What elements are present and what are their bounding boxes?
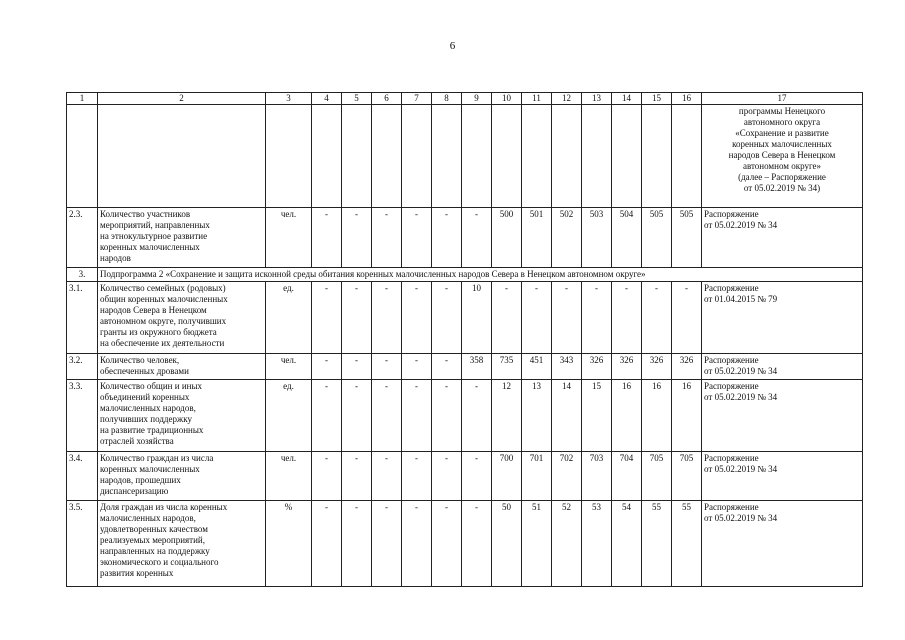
header-cell: 17 bbox=[702, 93, 863, 105]
value-cell: - bbox=[372, 282, 402, 354]
value-cell: - bbox=[492, 282, 522, 354]
source-cell: программы Ненецкого автономного округа «Сохранение и развитие коренных малочисленных народов Севера в Ненецком автономном округе» (далее – Распоряжение от 05.02.2019 № 34) bbox=[702, 105, 863, 208]
value-cell: 13 bbox=[522, 380, 552, 452]
value-cell: 54 bbox=[612, 501, 642, 587]
value-cell: 504 bbox=[612, 208, 642, 268]
row-id: 2.3. bbox=[67, 208, 98, 268]
value-cell: - bbox=[432, 354, 462, 380]
value-cell: 700 bbox=[492, 452, 522, 501]
section-id: 3. bbox=[67, 268, 98, 282]
value-cell: 16 bbox=[672, 380, 702, 452]
value-cell: 702 bbox=[552, 452, 582, 501]
value-cell: 12 bbox=[492, 380, 522, 452]
header-row bbox=[67, 93, 863, 105]
value-cell: 705 bbox=[642, 452, 672, 501]
value-cell: 326 bbox=[582, 354, 612, 380]
value-cell: 16 bbox=[642, 380, 672, 452]
value-cell: 15 bbox=[582, 380, 612, 452]
value-cell: 701 bbox=[522, 452, 552, 501]
value-cell: - bbox=[312, 501, 342, 587]
indicators-table bbox=[66, 92, 863, 587]
value-cell: - bbox=[312, 354, 342, 380]
indicator-name: Количество семейных (родовых) общин коренных малочисленных народов Севера в Ненецком автономном округе, получивших гранты из окружного бюджета на обеспечение их деятельности bbox=[98, 282, 266, 354]
value-cell: - bbox=[432, 380, 462, 452]
value-cell: - bbox=[342, 282, 372, 354]
value-cell: - bbox=[312, 380, 342, 452]
source-cell: Распоряжение от 05.02.2019 № 34 bbox=[702, 501, 863, 587]
value-cell: 55 bbox=[642, 501, 672, 587]
value-cell: - bbox=[342, 501, 372, 587]
indicator-name: Количество граждан из числа коренных малочисленных народов, прошедших диспансеризацию bbox=[98, 452, 266, 501]
header-cell: 9 bbox=[462, 93, 492, 105]
header-cell: 8 bbox=[432, 93, 462, 105]
header-cell: 13 bbox=[582, 93, 612, 105]
table-row bbox=[67, 501, 863, 587]
header-cell: 16 bbox=[672, 93, 702, 105]
value-cell: - bbox=[372, 380, 402, 452]
header-cell: 2 bbox=[98, 93, 266, 105]
source-cell: Распоряжение от 05.02.2019 № 34 bbox=[702, 354, 863, 380]
value-cell: 705 bbox=[672, 452, 702, 501]
header-cell: 4 bbox=[312, 93, 342, 105]
value-cell: 326 bbox=[642, 354, 672, 380]
value-cell: 55 bbox=[672, 501, 702, 587]
value-cell: - bbox=[582, 282, 612, 354]
row-id: 3.4. bbox=[67, 452, 98, 501]
value-cell: - bbox=[552, 282, 582, 354]
header-cell: 5 bbox=[342, 93, 372, 105]
table-row bbox=[67, 452, 863, 501]
value-cell: - bbox=[402, 501, 432, 587]
source-cell: Распоряжение от 05.02.2019 № 34 bbox=[702, 380, 863, 452]
value-cell: 326 bbox=[612, 354, 642, 380]
header-cell: 3 bbox=[266, 93, 312, 105]
value-cell: - bbox=[402, 354, 432, 380]
indicator-name: Количество общин и иных объединений коренных малочисленных народов, получивших поддержку на развитие традиционных отраслей хозяйства bbox=[98, 380, 266, 452]
table-row bbox=[67, 380, 863, 452]
continuation-row bbox=[67, 105, 863, 208]
value-cell: - bbox=[312, 282, 342, 354]
unit-cell: ед. bbox=[266, 380, 312, 452]
value-cell: - bbox=[312, 452, 342, 501]
header-cell: 10 bbox=[492, 93, 522, 105]
value-cell: 501 bbox=[522, 208, 552, 268]
value-cell: - bbox=[372, 354, 402, 380]
value-cell: - bbox=[342, 380, 372, 452]
value-cell: - bbox=[462, 452, 492, 501]
value-cell: 326 bbox=[672, 354, 702, 380]
header-cell: 12 bbox=[552, 93, 582, 105]
unit-cell: чел. bbox=[266, 354, 312, 380]
value-cell: 51 bbox=[522, 501, 552, 587]
value-cell: - bbox=[462, 208, 492, 268]
value-cell: 703 bbox=[582, 452, 612, 501]
value-cell: - bbox=[402, 380, 432, 452]
section-row bbox=[67, 268, 863, 282]
value-cell: - bbox=[402, 452, 432, 501]
value-cell: - bbox=[432, 208, 462, 268]
row-id: 3.2. bbox=[67, 354, 98, 380]
unit-cell: чел. bbox=[266, 452, 312, 501]
value-cell: 735 bbox=[492, 354, 522, 380]
value-cell: - bbox=[432, 452, 462, 501]
indicator-name: Доля граждан из числа коренных малочисленных народов, удовлетворенных качеством реализуемых мероприятий, направленных на поддержку экономического и социального развития коренных bbox=[98, 501, 266, 587]
value-cell: - bbox=[372, 208, 402, 268]
value-cell: - bbox=[612, 282, 642, 354]
source-cell: Распоряжение от 01.04.2015 № 79 bbox=[702, 282, 863, 354]
row-id: 3.1. bbox=[67, 282, 98, 354]
value-cell: 503 bbox=[582, 208, 612, 268]
value-cell: - bbox=[642, 282, 672, 354]
indicator-name: Количество человек, обеспеченных дровами bbox=[98, 354, 266, 380]
value-cell: - bbox=[462, 380, 492, 452]
value-cell: - bbox=[342, 452, 372, 501]
value-cell: - bbox=[402, 282, 432, 354]
value-cell: - bbox=[372, 452, 402, 501]
table-row bbox=[67, 208, 863, 268]
indicator-name: Количество участников мероприятий, направленных на этнокультурное развитие коренных малочисленных народов bbox=[98, 208, 266, 268]
header-cell: 11 bbox=[522, 93, 552, 105]
value-cell: 14 bbox=[552, 380, 582, 452]
table-row bbox=[67, 354, 863, 380]
row-id: 3.5. bbox=[67, 501, 98, 587]
unit-cell: чел. bbox=[266, 208, 312, 268]
value-cell: 451 bbox=[522, 354, 552, 380]
value-cell: 358 bbox=[462, 354, 492, 380]
header-cell: 7 bbox=[402, 93, 432, 105]
header-cell: 15 bbox=[642, 93, 672, 105]
section-title: Подпрограмма 2 «Сохранение и защита исконной среды обитания коренных малочисленных народов Севера в Ненецком автономном округе» bbox=[98, 268, 863, 282]
unit-cell: % bbox=[266, 501, 312, 587]
unit-cell: ед. bbox=[266, 282, 312, 354]
value-cell: - bbox=[372, 501, 402, 587]
value-cell: 704 bbox=[612, 452, 642, 501]
row-id: 3.3. bbox=[67, 380, 98, 452]
table-row bbox=[67, 282, 863, 354]
value-cell: 53 bbox=[582, 501, 612, 587]
header-cell: 14 bbox=[612, 93, 642, 105]
value-cell: - bbox=[402, 208, 432, 268]
value-cell: 52 bbox=[552, 501, 582, 587]
value-cell: 16 bbox=[612, 380, 642, 452]
value-cell: 50 bbox=[492, 501, 522, 587]
header-cell: 1 bbox=[67, 93, 98, 105]
page-number: 6 bbox=[449, 40, 456, 52]
value-cell: - bbox=[522, 282, 552, 354]
value-cell: - bbox=[462, 501, 492, 587]
value-cell: 505 bbox=[672, 208, 702, 268]
value-cell: 343 bbox=[552, 354, 582, 380]
value-cell: - bbox=[432, 282, 462, 354]
value-cell: 500 bbox=[492, 208, 522, 268]
value-cell: - bbox=[672, 282, 702, 354]
value-cell: 505 bbox=[642, 208, 672, 268]
value-cell: 10 bbox=[462, 282, 492, 354]
header-cell: 6 bbox=[372, 93, 402, 105]
source-cell: Распоряжение от 05.02.2019 № 34 bbox=[702, 208, 863, 268]
source-cell: Распоряжение от 05.02.2019 № 34 bbox=[702, 452, 863, 501]
value-cell: - bbox=[342, 354, 372, 380]
value-cell: - bbox=[432, 501, 462, 587]
value-cell: - bbox=[342, 208, 372, 268]
value-cell: 502 bbox=[552, 208, 582, 268]
value-cell: - bbox=[312, 208, 342, 268]
